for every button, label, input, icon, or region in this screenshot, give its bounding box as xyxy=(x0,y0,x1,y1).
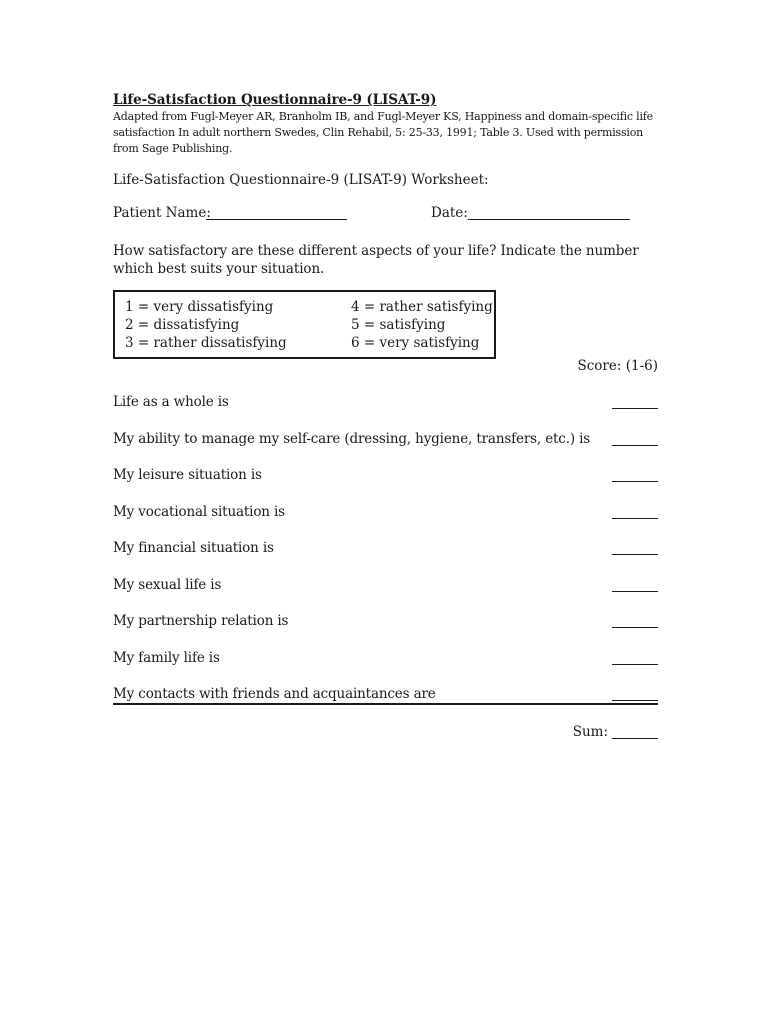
sum-row xyxy=(498,724,658,744)
question-row xyxy=(113,431,658,468)
score-column-header: Score: (1-6) xyxy=(577,358,658,374)
sum-label: Sum: xyxy=(572,724,608,740)
divider xyxy=(113,703,658,705)
sum-field[interactable] xyxy=(612,738,658,739)
score-field[interactable] xyxy=(612,700,658,701)
question-row xyxy=(113,394,658,431)
scale-item: 4 = rather satisfying xyxy=(351,299,493,315)
scale-item: 2 = dissatisfying xyxy=(125,317,240,333)
worksheet-heading: Life-Satisfaction Questionnaire-9 (LISAT-9) Worksheet: xyxy=(113,172,489,188)
question-text: My vocational situation is xyxy=(113,503,285,520)
question-row xyxy=(113,504,658,541)
patient-info-row xyxy=(113,205,658,225)
date-label: Date: xyxy=(431,205,468,221)
question-text: Life as a whole is xyxy=(113,394,229,410)
score-field[interactable] xyxy=(612,408,658,409)
citation-text: Adapted from Fugl-Meyer AR, Branholm IB, and Fugl-Meyer KS, Happiness and domain-specific life satisfaction In adult northern Swedes, Clin Rehabil, 5: 25-33, 1991; Table 3. Used with permission from Sage Publishing. xyxy=(113,110,653,155)
question-text: My partnership relation is xyxy=(113,613,289,629)
date-field[interactable] xyxy=(468,219,630,220)
scale-column-high xyxy=(351,298,493,352)
question-row xyxy=(113,577,658,614)
question-text: My financial situation is xyxy=(113,540,274,556)
patient-name-label: Patient Name: xyxy=(113,205,211,221)
question-row xyxy=(113,467,658,504)
scale-item: 6 = very satisfying xyxy=(351,335,480,351)
score-field[interactable] xyxy=(612,518,658,519)
question-row xyxy=(113,650,658,687)
question-list xyxy=(113,394,658,723)
score-field[interactable] xyxy=(612,627,658,628)
score-field[interactable] xyxy=(612,481,658,482)
instructions-text: How satisfactory are these different aspects of your life? Indicate the number which best suits your situation. xyxy=(113,243,639,277)
rating-scale-legend xyxy=(113,290,496,359)
score-field[interactable] xyxy=(612,445,658,446)
question-text: My contacts with friends and acquaintances are xyxy=(113,686,436,702)
scale-item: 1 = very dissatisfying xyxy=(125,299,274,315)
patient-name-field[interactable] xyxy=(206,219,347,220)
question-text: My sexual life is xyxy=(113,576,222,593)
question-row xyxy=(113,540,658,577)
question-text: My leisure situation is xyxy=(113,467,262,483)
score-field[interactable] xyxy=(612,591,658,592)
scale-item: 3 = rather dissatisfying xyxy=(125,335,287,351)
question-text: My family life is xyxy=(113,649,220,666)
question-text: My ability to manage my self-care (dressing, hygiene, transfers, etc.) is xyxy=(113,430,591,447)
page-title: Life-Satisfaction Questionnaire-9 (LISAT-9) xyxy=(113,92,437,108)
score-field[interactable] xyxy=(612,554,658,555)
scale-item: 5 = satisfying xyxy=(351,317,446,333)
scale-column-low xyxy=(125,298,287,352)
score-field[interactable] xyxy=(612,664,658,665)
question-row xyxy=(113,613,658,650)
questionnaire-page xyxy=(113,92,658,740)
